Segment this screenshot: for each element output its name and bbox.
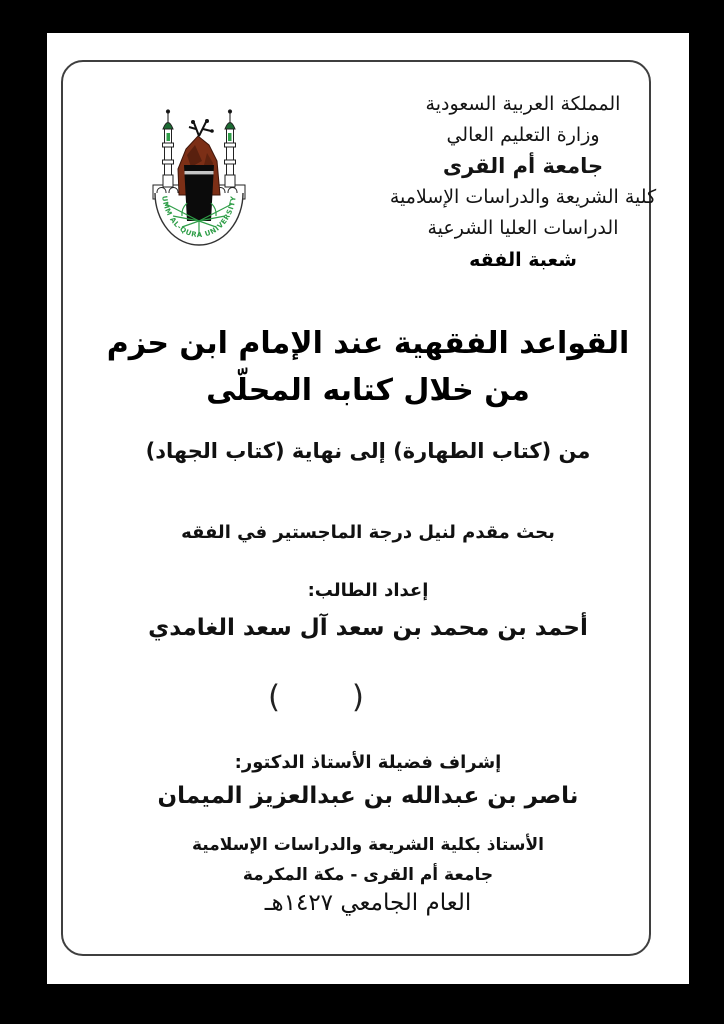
supervisor-name: ناصر بن عبدالله بن عبدالعزيز الميمان [157, 783, 579, 809]
supervisor-title: الأستاذ بكلية الشريعة والدراسات الإسلامية [191, 835, 545, 855]
paren-open: ( [268, 679, 281, 715]
minaret-icon [163, 110, 174, 187]
prepared-by-label: إعداد الطالب: [307, 580, 429, 601]
paren-close: ) [351, 679, 364, 715]
paper-page [47, 33, 689, 984]
university-logo-icon [151, 103, 247, 255]
academic-year: العام الجامعي ١٤٢٧هـ [264, 890, 472, 916]
thesis-scope: من (كتاب الطهارة) إلى نهاية (كتاب الجهاد) [145, 439, 591, 463]
header-line-ministry: وزارة التعليم العالي [446, 124, 600, 146]
thesis-title-line2: من خلال كتابه المحلّى [206, 373, 530, 408]
header-line-country: المملكة العربية السعودية [425, 93, 621, 115]
header-block [377, 89, 669, 271]
header-line-university: جامعة أم القرى [442, 154, 604, 178]
header-line-division: شعبة الفقه [469, 249, 577, 271]
logo-arc-text: UMM AL-QURA UNIVERSITY [160, 195, 238, 240]
kaaba-icon [184, 165, 214, 221]
thesis-title-line1: القواعد الفقهية عند الإمام ابن حزم [106, 326, 630, 361]
supervision-label: إشراف فضيلة الأستاذ الدكتور: [234, 752, 502, 773]
degree-statement: بحث مقدم لنيل درجة الماجستير في الفقه [181, 522, 555, 543]
minaret-icon [225, 110, 236, 187]
student-name: أحمد بن محمد بن سعد آل سعد الغامدي [148, 615, 588, 641]
university-city: جامعة أم القرى - مكة المكرمة [242, 865, 494, 885]
umm-al-qura-university-logo [151, 103, 247, 255]
empty-parentheses [268, 679, 364, 719]
header-line-graduate-studies: الدراسات العليا الشرعية [427, 217, 619, 239]
header-line-college: كلية الشريعة والدراسات الإسلامية [389, 186, 657, 208]
thesis-title [47, 320, 689, 414]
